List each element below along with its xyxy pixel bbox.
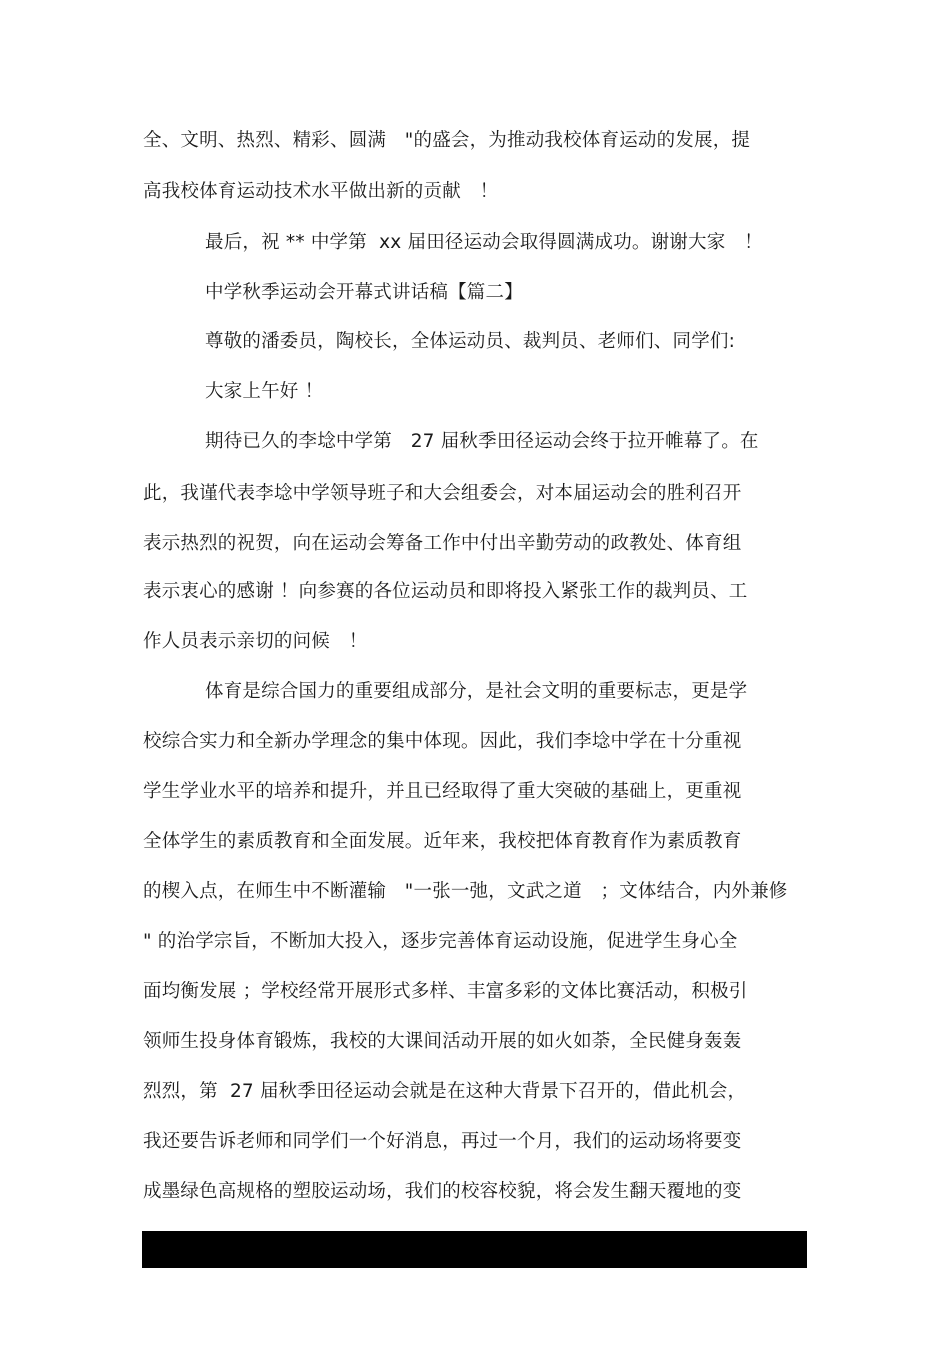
footer-black-bar <box>142 1231 807 1268</box>
section-heading: 中学秋季运动会开幕式讲话稿【篇二】 <box>205 282 523 303</box>
text-line-6: 大家上午好 ！ <box>205 381 324 402</box>
text-line-20: 烈烈，第 27 届秋季田径运动会就是在这种大背景下召开的，借此机会， <box>143 1081 747 1102</box>
text-line-22: 成墨绿色高规格的塑胶运动场，我们的校容校貌，将会发生翻天覆地的变 <box>143 1181 742 1202</box>
text-line-13: 校综合实力和全新办学理念的集中体现。因此，我们李埝中学在十分重视 <box>143 731 742 752</box>
text-line-10: 表示衷心的感谢 ！向参赛的各位运动员和即将投入紧张工作的裁判员、工 <box>143 581 748 602</box>
text-line-7: 期待已久的李埝中学第 27 届秋季田径运动会终于拉开帷幕了。在 <box>205 431 759 452</box>
text-line-21: 我还要告诉老师和同学们一个好消息，再过一个月，我们的运动场将要变 <box>143 1131 742 1152</box>
text-line-2: 高我校体育运动技术水平做出新的贡献 ！ <box>143 181 499 202</box>
text-line-11: 作人员表示亲切的问候 ！ <box>143 631 368 652</box>
text-line-17: " 的治学宗旨，不断加大投入，逐步完善体育运动设施，促进学生身心全 <box>143 931 738 952</box>
text-line-16: 的楔入点，在师生中不断灌输 "一张一弛，文武之道 ；文体结合，内外兼修 <box>143 881 788 902</box>
text-line-5: 尊敬的潘委员，陶校长，全体运动员、裁判员、老师们、同学们: <box>205 331 736 352</box>
text-line-3: 最后，祝 ** 中学第 xx 届田径运动会取得圆满成功。谢谢大家 ！ <box>205 232 763 253</box>
text-line-12: 体育是综合国力的重要组成部分，是社会文明的重要标志，更是学 <box>205 681 748 702</box>
text-line-15: 全体学生的素质教育和全面发展。近年来，我校把体育教育作为素质教育 <box>143 831 742 852</box>
text-line-9: 表示热烈的祝贺，向在运动会筹备工作中付出辛勤劳动的政教处、体育组 <box>143 533 742 554</box>
text-line-14: 学生学业水平的培养和提升，并且已经取得了重大突破的基础上，更重视 <box>143 781 742 802</box>
text-line-19: 领师生投身体育锻炼，我校的大课间活动开展的如火如荼，全民健身轰轰 <box>143 1031 742 1052</box>
text-line-8: 此，我谨代表李埝中学领导班子和大会组委会，对本届运动会的胜利召开 <box>143 483 742 504</box>
text-line-18: 面均衡发展 ；学校经常开展形式多样、丰富多彩的文体比赛活动，积极引 <box>143 981 748 1002</box>
text-line-1: 全、文明、热烈、精彩、圆满 "的盛会，为推动我校体育运动的发展，提 <box>143 130 751 151</box>
